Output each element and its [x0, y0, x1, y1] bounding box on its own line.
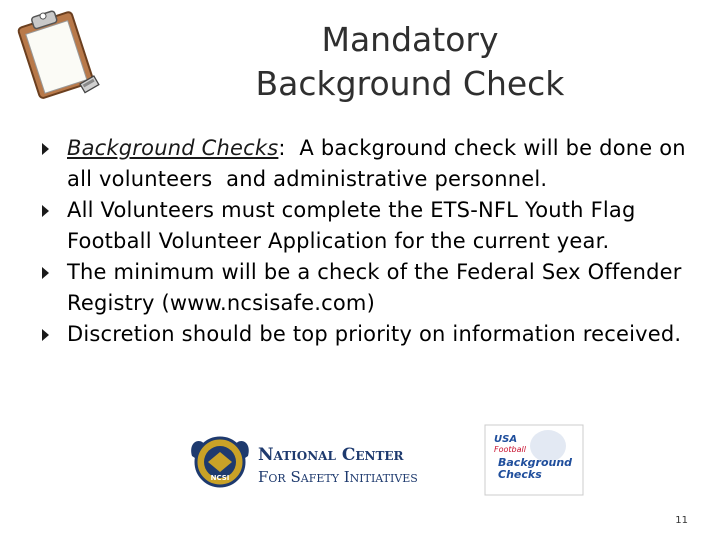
clipboard-icon	[6, 4, 106, 104]
ncsi-line-2: For Safety Initiatives	[258, 468, 418, 486]
page-number: 11	[675, 515, 688, 526]
usa-brand-bottom: Football	[494, 445, 526, 454]
bullet-text: Discretion should be top priority on information received.	[67, 322, 682, 346]
usa-brand-top: USA	[494, 434, 518, 445]
page-title	[150, 18, 670, 106]
ncsi-logo	[186, 432, 446, 496]
triangle-bullet-icon	[42, 205, 49, 217]
bullet-item	[42, 257, 702, 319]
bullet-text: All Volunteers must complete the ETS-NFL Youth Flag Football Volunteer Application for the current year.	[67, 198, 636, 253]
usa-line-1: Background	[498, 456, 573, 469]
triangle-bullet-icon	[42, 329, 49, 341]
bullet-term: Background Checks	[67, 136, 279, 160]
ncsi-seal-text: NCSI	[210, 474, 230, 482]
title-line-1: Mandatory	[321, 20, 499, 59]
usa-line-2: Checks	[498, 468, 542, 481]
bullet-item	[42, 195, 702, 257]
bullet-text: A background check will be done on all volunteers and administrative personnel.	[67, 136, 693, 191]
triangle-bullet-icon	[42, 267, 49, 279]
triangle-bullet-icon	[42, 143, 49, 155]
bullet-item	[42, 133, 702, 195]
title-line-2: Background Check	[255, 64, 565, 103]
bullet-text: The minimum will be a check of the Federal Sex Offender Registry (www.ncsisafe.com)	[67, 260, 682, 315]
bullet-item	[42, 319, 702, 350]
ncsi-line-1: National Center	[258, 445, 404, 465]
bullet-list	[42, 133, 702, 350]
usa-football-logo	[484, 424, 584, 496]
bullet-term-suffix: :	[278, 136, 286, 160]
